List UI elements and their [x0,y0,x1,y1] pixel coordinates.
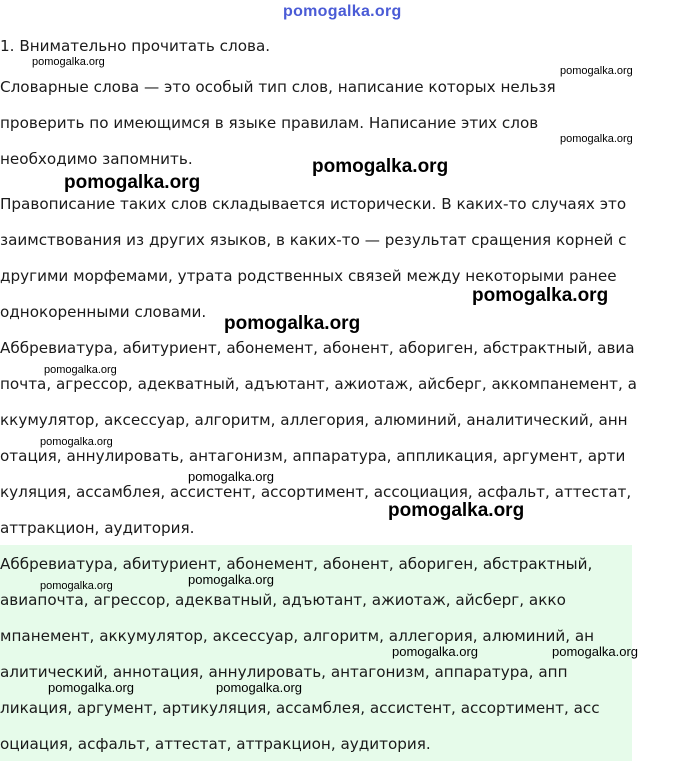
watermark: pomogalka.org [388,500,525,521]
paragraph-line: Словарные слова — это особый тип слов, написание которых нельзя [0,78,556,96]
watermark: pomogalka.org [560,65,633,77]
watermark: pomogalka.org [560,133,633,145]
watermark: pomogalka.org [552,644,638,659]
word-list-line: алитический, аннотация, аннулировать, антагонизм, аппаратура, апп [0,663,568,681]
watermark: pomogalka.org [188,469,274,484]
word-list-line: ликация, аргумент, артикуляция, ассамблея, ассистент, ассортимент, асс [0,699,600,717]
watermark: pomogalka.org [64,172,201,193]
paragraph-line: необходимо запомнить. [0,150,193,168]
paragraph-line: Правописание таких слов складывается исторически. В каких-то случаях это [0,195,627,213]
word-list-line: Аббревиатура, абитуриент, абонемент, абонент, абориген, абстрактный, авиа [0,339,635,357]
watermark: pomogalka.org [392,644,478,659]
word-list-line: Аббревиатура, абитуриент, абонемент, абонент, абориген, абстрактный, [0,555,593,573]
watermark: pomogalka.org [312,156,449,177]
task-title: 1. Внимательно прочитать слова. [0,37,271,55]
word-list-line: ккумулятор, аксессуар, алгоритм, аллегория, алюминий, аналитический, анн [0,411,628,429]
word-list-line: мпанемент, аккумулятор, аксессуар, алгоритм, аллегория, алюминий, ан [0,627,595,645]
watermark: pomogalka.org [224,313,361,334]
word-list-line: почта, агрессор, адекватный, адъютант, ажиотаж, айсберг, аккомпанемент, а [0,375,637,393]
watermark: pomogalka.org [32,56,105,68]
paragraph-line: другими морфемами, утрата родственных связей между некоторыми ранее [0,267,617,285]
watermark: pomogalka.org [44,364,117,376]
header-watermark: pomogalka.org [283,3,402,20]
paragraph-line: проверить по имеющимся в языке правилам. Написание этих слов [0,114,539,132]
word-list-line: отация, аннулировать, антагонизм, аппаратура, аппликация, аргумент, арти [0,447,626,465]
word-list-line: куляция, ассамблея, ассистент, ассортимент, ассоциация, асфальт, аттестат, [0,483,632,501]
watermark: pomogalka.org [40,580,113,592]
watermark: pomogalka.org [188,572,274,587]
watermark: pomogalka.org [216,680,302,695]
paragraph-line: заимствования из других языков, в каких-то — результат сращения корней с [0,231,627,249]
watermark: pomogalka.org [40,436,113,448]
watermark: pomogalka.org [48,680,134,695]
word-list-line: авиапочта, агрессор, адекватный, адъютант, ажиотаж, айсберг, акко [0,591,566,609]
word-list-line: оциация, асфальт, аттестат, аттракцион, аудитория. [0,735,431,753]
highlighted-word-block [0,545,632,761]
watermark: pomogalka.org [472,285,609,306]
word-list-line: аттракцион, аудитория. [0,519,195,537]
paragraph-line: однокоренными словами. [0,303,207,321]
